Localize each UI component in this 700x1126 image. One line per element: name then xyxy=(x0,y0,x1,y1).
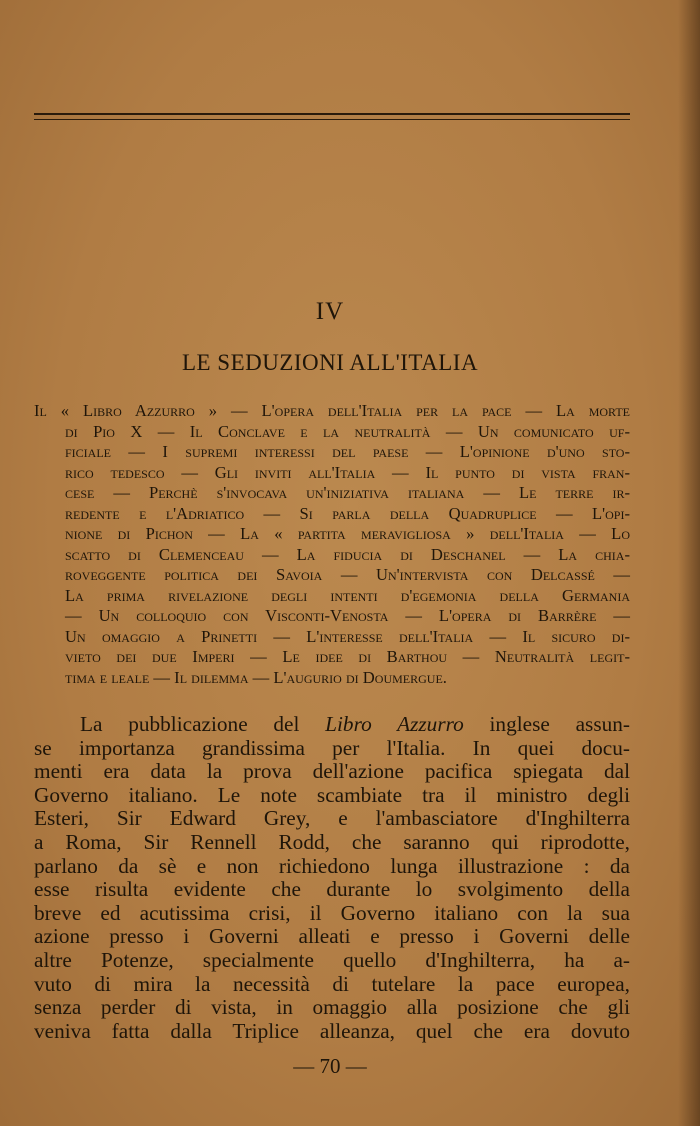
body-line: parlano da sè e non richiedono lunga illustrazione : da xyxy=(34,853,630,878)
chapter-title: LE SEDUZIONI ALL'ITALIA xyxy=(181,350,479,375)
summary-line: nione di Pichon — La « partita meravigliosa » dell'Italia — Lo xyxy=(65,524,630,543)
body-line: veniva fatta dalla Triplice alleanza, quel che era dovuto xyxy=(34,1018,630,1043)
page-edge-shadow xyxy=(678,0,700,1126)
book-title-italic: Libro Azzurro xyxy=(325,712,464,736)
summary-line: — Un colloquio con Visconti-Venosta — L'opera di Barrère — xyxy=(65,606,630,625)
body-line: vuto di mira la necessità di tutelare la pace europea, xyxy=(34,971,630,996)
summary-line: Un omaggio a Prinetti — L'interesse dell'Italia — Il sicuro di- xyxy=(65,626,630,646)
body-line: a Roma, Sir Rennell Rodd, che saranno qui riprodotte, xyxy=(34,829,630,854)
body-line: Esteri, Sir Edward Grey, e l'ambasciatore d'Inghilterra xyxy=(34,806,630,831)
summary-line: scatto di Clemenceau — La fiducia di Deschanel — La chia- xyxy=(65,544,630,564)
summary-line: rico tedesco — Gli inviti all'Italia — Il punto di vista fran- xyxy=(65,462,630,482)
chapter-number: IV xyxy=(315,298,345,325)
page-number: — 70 — xyxy=(293,1054,367,1078)
summary-line: tima e leale — Il dilemma — L'augurio di Doumergue. xyxy=(65,667,447,687)
body-line: senza perder di vista, in omaggio alla posizione che gli xyxy=(34,995,630,1020)
summary-line: vieto dei due Imperi — Le idee di Barthou — Neutralità legit- xyxy=(65,647,630,666)
body-line: menti era data la prova dell'azione pacifica spiegata dal xyxy=(34,759,630,784)
summary-line: ficiale — I supremi interessi del paese — L'opinione d'uno sto- xyxy=(65,442,630,461)
body-line: altre Potenze, specialmente quello d'Inghilterra, ha a- xyxy=(34,947,630,972)
summary-line: di Pio X — Il Conclave e la neutralità — Un comunicato uf- xyxy=(65,421,630,441)
body-line xyxy=(34,713,630,737)
body-text-run: inglese assun- xyxy=(463,712,630,736)
summary-line: cese — Perchè s'invocava un'iniziativa italiana — Le terre ir- xyxy=(65,483,630,502)
body-line: azione presso i Governi alleati e presso i Governi delle xyxy=(34,924,630,949)
body-line: esse risulta evidente che durante lo svolgimento della xyxy=(34,877,630,902)
summary-line: La prima rivelazione degli intenti d'egemonia della Germania xyxy=(65,585,630,605)
chapter-summary xyxy=(34,401,630,688)
body-paragraph xyxy=(34,713,630,1043)
body-line: Governo italiano. Le note scambiate tra il ministro degli xyxy=(34,782,630,807)
summary-line: Il « Libro Azzurro » — L'opera dell'Italia per la pace — La morte xyxy=(34,401,630,420)
body-line: breve ed acutissima crisi, il Governo italiano con la sua xyxy=(34,900,630,925)
body-line: se importanza grandissima per l'Italia. In quei docu- xyxy=(34,735,630,760)
header-rule-thin xyxy=(34,119,630,120)
body-text-run: La pubblicazione del xyxy=(80,712,326,736)
summary-line: redente e l'Adriatico — Si parla della Quadruplice — L'opi- xyxy=(65,503,630,523)
summary-line: roveggente politica dei Savoia — Un'intervista con Delcassé — xyxy=(65,565,630,584)
header-rule-thick xyxy=(34,113,630,115)
